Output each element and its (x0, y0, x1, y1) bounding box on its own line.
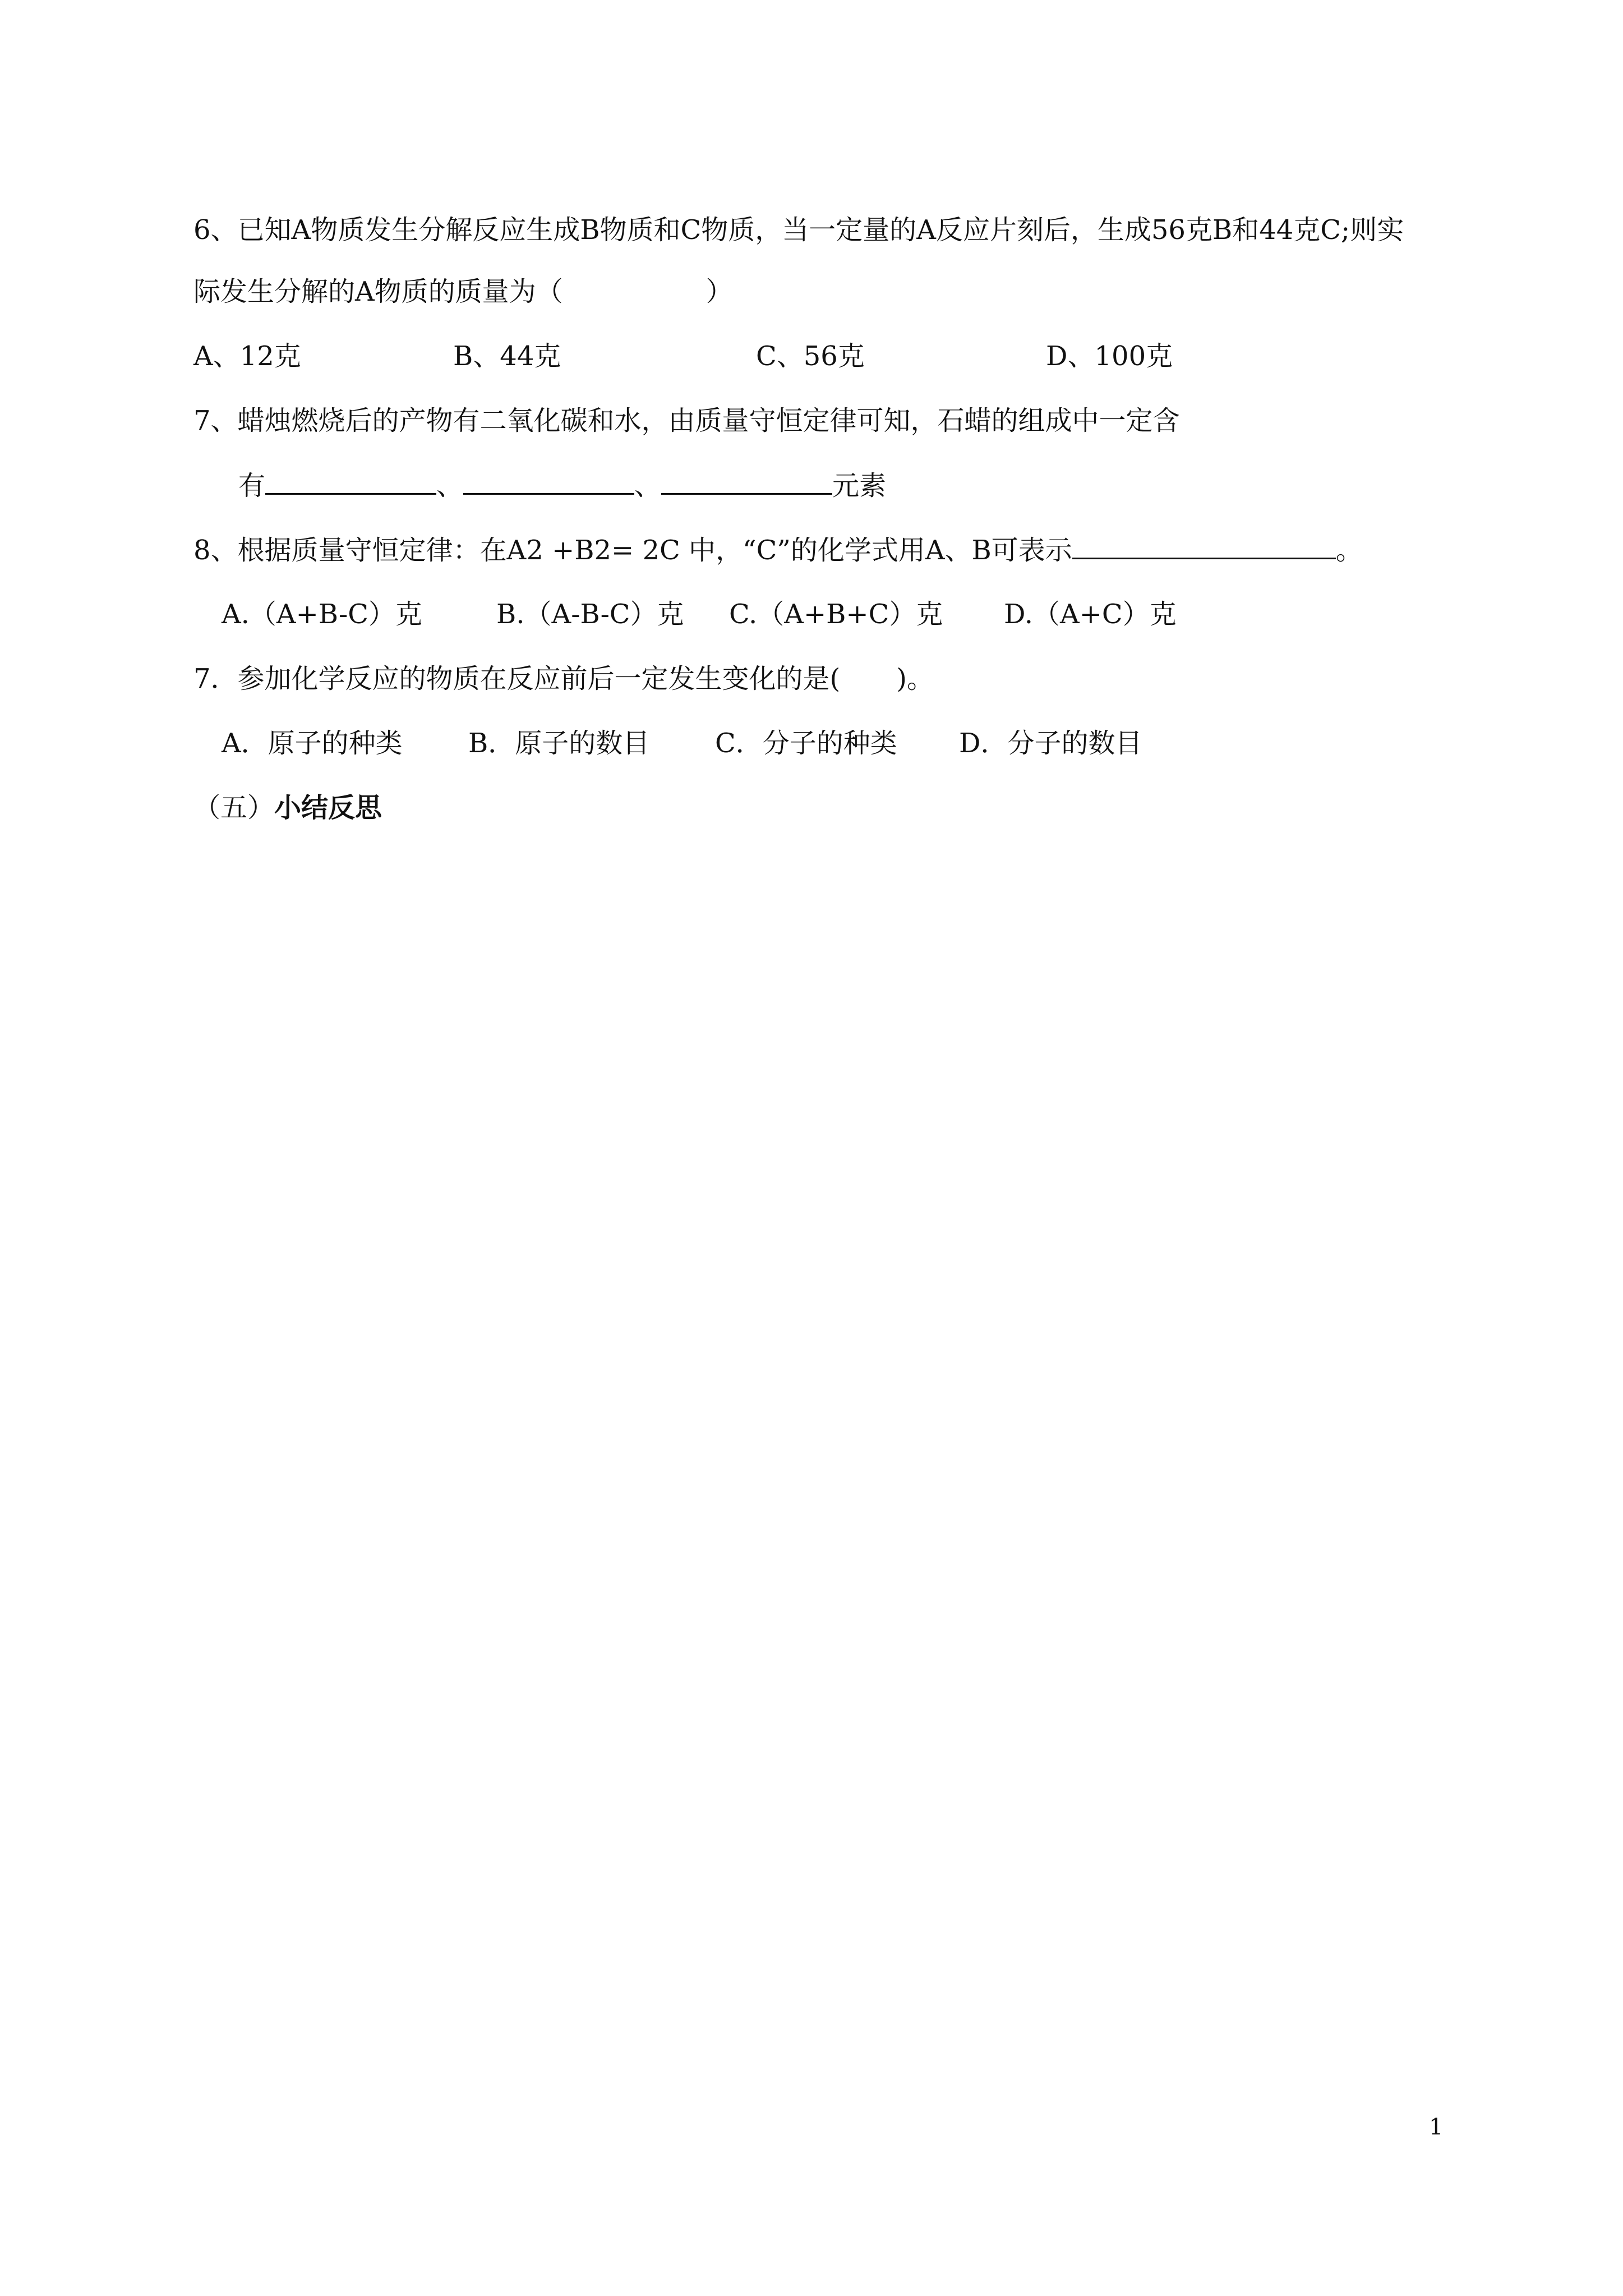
separator: 、 (634, 470, 662, 501)
question-8-option-d: D.（A+C）克 (1004, 599, 1177, 630)
section-heading (193, 791, 382, 825)
section-prefix: （五） (193, 792, 275, 823)
question-6-option-a: A、12克 (193, 341, 301, 372)
question-6-line-1: 6、已知A物质发生分解反应生成B物质和C物质，当一定量的A反应片刻后，生成56克B和44克C;则实 (193, 214, 1404, 246)
question-7b-option-b: B．原子的数目 (468, 728, 650, 759)
question-6-option-b: B、44克 (453, 341, 561, 372)
question-6-stem: 际发生分解的A物质的质量为（ (193, 276, 563, 307)
question-8-option-b: B.（A-B-C）克 (496, 599, 684, 630)
question-8-line-1 (193, 533, 1363, 567)
fill-blank-1[interactable] (265, 468, 436, 495)
closing-paren: ） (706, 276, 733, 307)
question-7a-line-1: 7、蜡烛燃烧后的产物有二氧化碳和水，由质量守恒定律可知，石蜡的组成中一定含 (193, 405, 1180, 436)
question-6-option-c: C、56克 (756, 341, 865, 372)
fill-blank-2[interactable] (463, 468, 634, 495)
question-8-option-c: C.（A+B+C）克 (729, 599, 943, 630)
question-7a-line-2 (238, 468, 886, 503)
question-6-line-2 (193, 275, 733, 309)
question-7b-stem: 7．参加化学反应的物质在反应前后一定发生变化的是( (193, 663, 841, 694)
question-7b-option-c: C．分子的种类 (715, 728, 897, 759)
closing-paren: )。 (896, 663, 934, 694)
fill-blank-3[interactable] (661, 468, 832, 495)
separator: 、 (436, 470, 464, 501)
section-title: 小结反思 (274, 792, 382, 823)
question-7b-line-1 (193, 662, 934, 696)
question-7b-option-a: A．原子的种类 (222, 728, 403, 759)
question-6-option-d: D、100克 (1046, 341, 1173, 372)
question-7b-option-d: D．分子的数目 (959, 728, 1142, 759)
page-number: 1 (1429, 2114, 1444, 2140)
question-8-option-a: A.（A+B-C）克 (222, 599, 422, 630)
question-7a-suffix: 元素 (832, 470, 887, 501)
question-8-stem: 8、根据质量守恒定律：在A2 +B2= 2C 中，“C”的化学式用A、B可表示 (193, 535, 1072, 566)
question-7a-prefix: 有 (238, 470, 266, 501)
fill-blank[interactable] (1072, 533, 1336, 559)
period: 。 (1335, 535, 1363, 566)
